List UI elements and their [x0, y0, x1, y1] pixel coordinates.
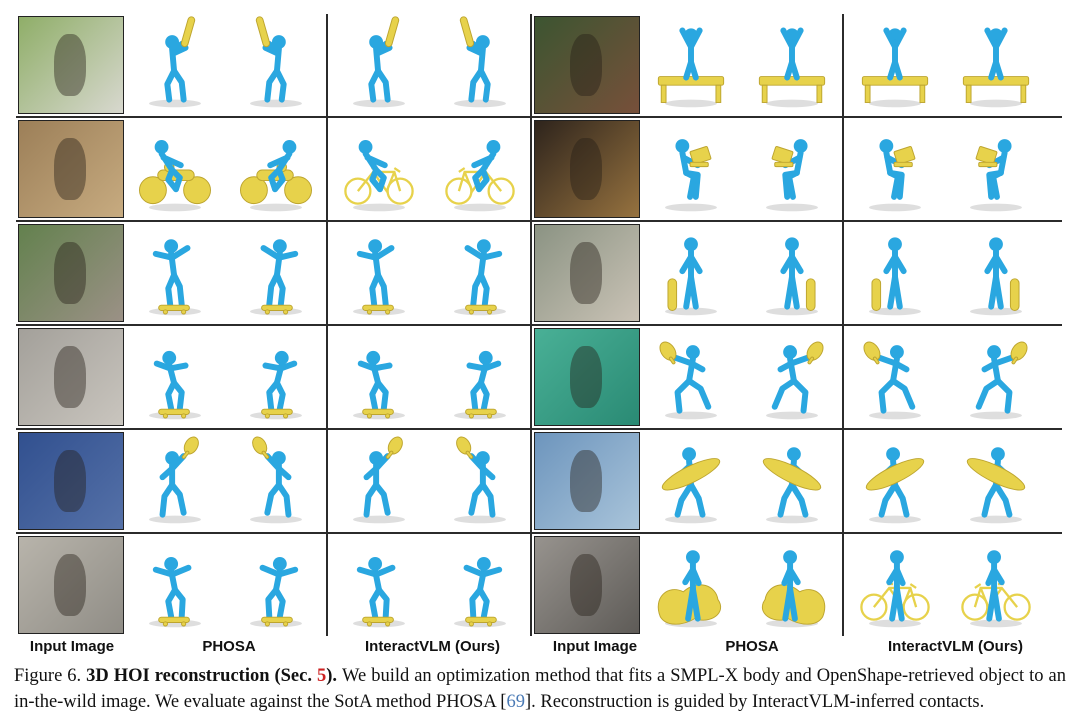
photo-subject-silhouette [54, 34, 85, 95]
column-labels-left [16, 638, 537, 655]
row-half-right [532, 534, 1046, 636]
row-half-left [16, 118, 530, 220]
column-label-phosa: PHOSA [202, 638, 256, 655]
render-interactvlm [844, 14, 1046, 116]
render-interactvlm [844, 222, 1046, 324]
input-photo-tennis-player-forehand [534, 328, 640, 426]
render-view-laptop [643, 120, 739, 220]
column-labels-row [16, 638, 1062, 655]
render-phosa [640, 118, 842, 220]
render-phosa [124, 222, 326, 324]
render-view-skateboard [127, 328, 223, 428]
caption-section-link[interactable]: 5 [316, 666, 327, 686]
render-view-bicycle [432, 120, 528, 220]
render-phosa [640, 534, 842, 636]
render-view-skateboard [948, 224, 1044, 324]
render-view-skateboard [432, 328, 528, 428]
render-view-skateboard [643, 224, 739, 324]
figure-row [16, 14, 1062, 118]
figure-row [16, 430, 1062, 534]
render-view-surfboard [948, 432, 1044, 532]
row-half-left [16, 14, 530, 116]
render-interactvlm [328, 222, 530, 324]
render-view-skateboard [432, 536, 528, 636]
hoi-result-grid [16, 14, 1062, 636]
render-view-bench [948, 16, 1044, 116]
render-view-laptop [744, 120, 840, 220]
input-photo-baseball-batter [18, 16, 124, 114]
row-half-right [532, 430, 1046, 532]
render-view-bench [643, 16, 739, 116]
render-interactvlm [844, 326, 1046, 428]
render-view-skateboard [331, 328, 427, 428]
caption-citation-link[interactable]: 69 [506, 691, 525, 712]
render-view-tennis-racket [948, 328, 1044, 428]
render-interactvlm [328, 14, 530, 116]
render-view-surfboard [643, 432, 739, 532]
input-photo-cyclist-in-forest [18, 120, 124, 218]
render-view-surfboard [847, 432, 943, 532]
render-phosa [124, 14, 326, 116]
render-view-laptop [948, 120, 1044, 220]
render-interactvlm [328, 430, 530, 532]
figure-row [16, 222, 1062, 326]
caption-body-1: We build an optimization method that fits a SMPL-X body and OpenShape-retrieved object to an in-the-wild image. We evaluate against the SotA method PHOSA [ [14, 666, 1066, 712]
figure-row [16, 326, 1062, 430]
render-phosa [124, 430, 326, 532]
render-view-skateboard [331, 536, 427, 636]
render-view-baseball-bat [432, 16, 528, 116]
render-phosa [640, 14, 842, 116]
input-photo-tennis-player-blue-court [18, 432, 124, 530]
photo-subject-silhouette [54, 138, 85, 199]
render-phosa [124, 534, 326, 636]
figure-row [16, 534, 1062, 636]
row-half-right [532, 118, 1046, 220]
render-view-skateboard [847, 224, 943, 324]
render-phosa [124, 118, 326, 220]
render-view-skateboard [228, 328, 324, 428]
render-view-skateboard [432, 224, 528, 324]
render-view-tennis-racket [432, 432, 528, 532]
render-view-bicycle [847, 536, 943, 636]
photo-subject-silhouette [570, 346, 601, 407]
figure-caption [14, 664, 1066, 715]
figure-6-grid [16, 14, 1062, 636]
render-interactvlm [844, 430, 1046, 532]
render-view-skateboard [331, 224, 427, 324]
input-photo-person-with-laptop-in-library [534, 120, 640, 218]
render-view-tennis-racket [228, 432, 324, 532]
render-view-bench [847, 16, 943, 116]
render-view-bicycle [643, 536, 739, 636]
caption-title-bold: 3D HOI reconstruction (Sec. [86, 666, 317, 686]
render-interactvlm [328, 534, 530, 636]
input-photo-skateboarder-on-concrete [18, 328, 124, 426]
render-view-bench [744, 16, 840, 116]
render-phosa [640, 430, 842, 532]
render-interactvlm [328, 118, 530, 220]
render-view-bicycle [948, 536, 1044, 636]
input-photo-surfer-carrying-surfboard [534, 432, 640, 530]
column-labels-right [539, 638, 1060, 655]
input-photo-skateboarder-jump-in-park [18, 536, 124, 634]
column-label-input-image: Input Image [29, 638, 115, 655]
render-view-baseball-bat [331, 16, 427, 116]
render-view-bicycle [331, 120, 427, 220]
render-view-skateboard [228, 224, 324, 324]
caption-body-2: ]. Reconstruction is guided by InteractVLM-inferred contacts. [524, 691, 985, 712]
input-photo-person-holding-skateboard [534, 224, 640, 322]
row-half-left [16, 222, 530, 324]
render-view-laptop [847, 120, 943, 220]
row-half-right [532, 326, 1046, 428]
render-view-bicycle [127, 120, 223, 220]
render-interactvlm [844, 118, 1046, 220]
render-view-skateboard [127, 536, 223, 636]
caption-figure-label: Figure 6. [14, 666, 87, 686]
photo-subject-silhouette [54, 346, 85, 407]
input-photo-pedestrian-walking-bicycle-city [534, 536, 640, 634]
row-half-left [16, 326, 530, 428]
photo-subject-silhouette [54, 242, 85, 303]
row-half-right [532, 14, 1046, 116]
render-interactvlm [328, 326, 530, 428]
photo-subject-silhouette [570, 450, 601, 511]
render-view-skateboard [127, 224, 223, 324]
caption-title-bold-close: ). [326, 666, 343, 686]
render-phosa [640, 222, 842, 324]
row-half-left [16, 534, 530, 636]
photo-subject-silhouette [570, 554, 601, 615]
input-photo-skateboarder-at-skatepark [18, 224, 124, 322]
render-view-baseball-bat [127, 16, 223, 116]
figure-row [16, 118, 1062, 222]
column-label-phosa: PHOSA [725, 638, 779, 655]
photo-subject-silhouette [54, 554, 85, 615]
render-view-bicycle [228, 120, 324, 220]
render-view-tennis-racket [127, 432, 223, 532]
render-view-tennis-racket [847, 328, 943, 428]
render-interactvlm [844, 534, 1046, 636]
render-view-skateboard [744, 224, 840, 324]
render-view-tennis-racket [331, 432, 427, 532]
render-view-baseball-bat [228, 16, 324, 116]
photo-subject-silhouette [570, 242, 601, 303]
row-half-right [532, 222, 1046, 324]
render-phosa [640, 326, 842, 428]
row-half-left [16, 430, 530, 532]
column-label-interactvlm: InteractVLM (Ours) [364, 638, 500, 655]
render-view-surfboard [744, 432, 840, 532]
render-view-tennis-racket [643, 328, 739, 428]
photo-subject-silhouette [570, 34, 601, 95]
render-view-skateboard [228, 536, 324, 636]
input-photo-person-standing-on-garden-bench [534, 16, 640, 114]
render-view-bicycle [744, 536, 840, 636]
render-view-tennis-racket [744, 328, 840, 428]
photo-subject-silhouette [570, 138, 601, 199]
render-phosa [124, 326, 326, 428]
photo-subject-silhouette [54, 450, 85, 511]
column-label-input-image: Input Image [552, 638, 638, 655]
column-label-interactvlm: InteractVLM (Ours) [887, 638, 1023, 655]
